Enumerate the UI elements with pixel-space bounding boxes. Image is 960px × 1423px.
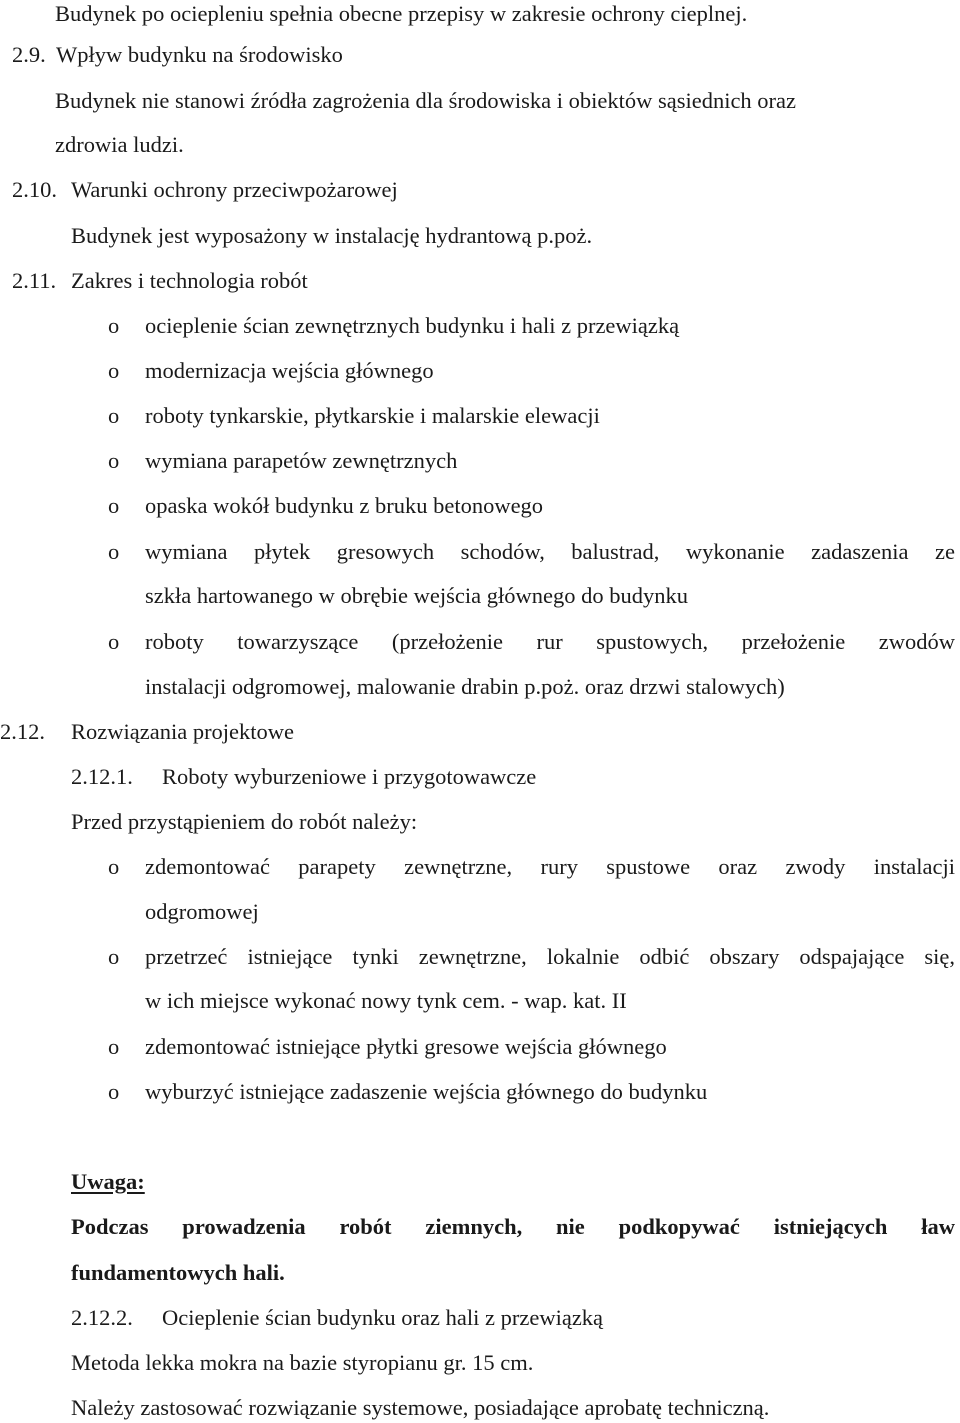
bullet-marker: o [108,313,120,338]
bullet-marker: o [108,403,120,428]
section-2-9-body-line: zdrowia ludzi. [55,132,184,157]
intro-paragraph: Budynek po ociepleniu spełnia obecne przepisy w zakresie ochrony cieplnej. [55,1,748,26]
bullet-marker: o [108,854,120,879]
section-2-12-1-intro: Przed przystąpieniem do robót należy: [71,809,418,834]
section-number: 2.12. [0,719,45,744]
list-item-continuation: instalacji odgromowej, malowanie drabin p.poż. oraz drzwi stalowych) [145,674,785,699]
note-text-line: fundamentowych hali. [71,1260,285,1285]
section-2-11-heading [12,266,308,296]
bullet-marker: o [108,539,120,564]
list-item-continuation: szkła hartowanego w obrębie wejścia głównego do budynku [145,583,688,608]
section-number: 2.10. [12,177,57,202]
bullet-marker: o [108,358,120,383]
list-item: wymiana parapetów zewnętrznych [145,448,458,473]
bullet-marker: o [108,448,120,473]
section-2-12-heading [0,717,294,747]
note-heading: Uwaga: [71,1169,145,1194]
section-2-12-2-body-line: Metoda lekka mokra na bazie styropianu gr. 15 cm. [71,1350,534,1375]
list-item: przetrzeć istniejące tynki zewnętrzne, lokalnie odbić obszary odspajające się, [145,944,955,969]
section-title: Rozwiązania projektowe [71,719,295,744]
list-item: opaska wokół budynku z bruku betonowego [145,493,544,518]
list-item: zdemontować istniejące płytki gresowe wejścia głównego [145,1034,667,1059]
section-number: 2.9. [12,42,46,67]
section-2-9-body-line: Budynek nie stanowi źródła zagrożenia dla środowiska i obiektów sąsiednich oraz [55,88,797,113]
section-number: 2.12.2. [71,1305,133,1330]
note-text-line: Podczas prowadzenia robót ziemnych, nie podkopywać istniejących ław [71,1214,955,1239]
section-2-10-body: Budynek jest wyposażony w instalację hydrantową p.poż. [71,223,593,248]
section-2-12-2-body-line: Należy zastosować rozwiązanie systemowe, posiadające aprobatę techniczną. [71,1395,770,1420]
list-item: wyburzyć istniejące zadaszenie wejścia głównego do budynku [145,1079,708,1104]
bullet-marker: o [108,944,120,969]
bullet-marker: o [108,493,120,518]
list-item-continuation: odgromowej [145,899,259,924]
list-item: ocieplenie ścian zewnętrznych budynku i hali z przewiązką [145,313,680,338]
section-title: Ocieplenie ścian budynku oraz hali z przewiązką [162,1305,604,1330]
list-item: roboty towarzyszące (przełożenie rur spustowych, przełożenie zwodów [145,629,955,654]
list-item: wymiana płytek gresowych schodów, balustrad, wykonanie zadaszenia ze [145,539,955,564]
bullet-marker: o [108,1079,120,1104]
list-item: zdemontować parapety zewnętrzne, rury spustowe oraz zwody instalacji [145,854,955,879]
section-2-9-heading [12,40,343,70]
bullet-marker: o [108,1034,120,1059]
list-item-continuation: w ich miejsce wykonać nowy tynk cem. - wap. kat. II [145,988,627,1013]
section-title: Roboty wyburzeniowe i przygotowawcze [162,764,537,789]
section-2-12-1-heading [71,762,536,792]
list-item: roboty tynkarskie, płytkarskie i malarskie elewacji [145,403,600,428]
bullet-marker: o [108,629,120,654]
section-2-12-2-heading [71,1303,603,1333]
section-title: Wpływ budynku na środowisko [56,42,343,67]
section-2-10-heading [12,175,398,205]
section-number: 2.12.1. [71,764,133,789]
section-title: Zakres i technologia robót [71,268,308,293]
section-number: 2.11. [12,268,57,293]
list-item: modernizacja wejścia głównego [145,358,434,383]
section-title: Warunki ochrony przeciwpożarowej [71,177,398,202]
